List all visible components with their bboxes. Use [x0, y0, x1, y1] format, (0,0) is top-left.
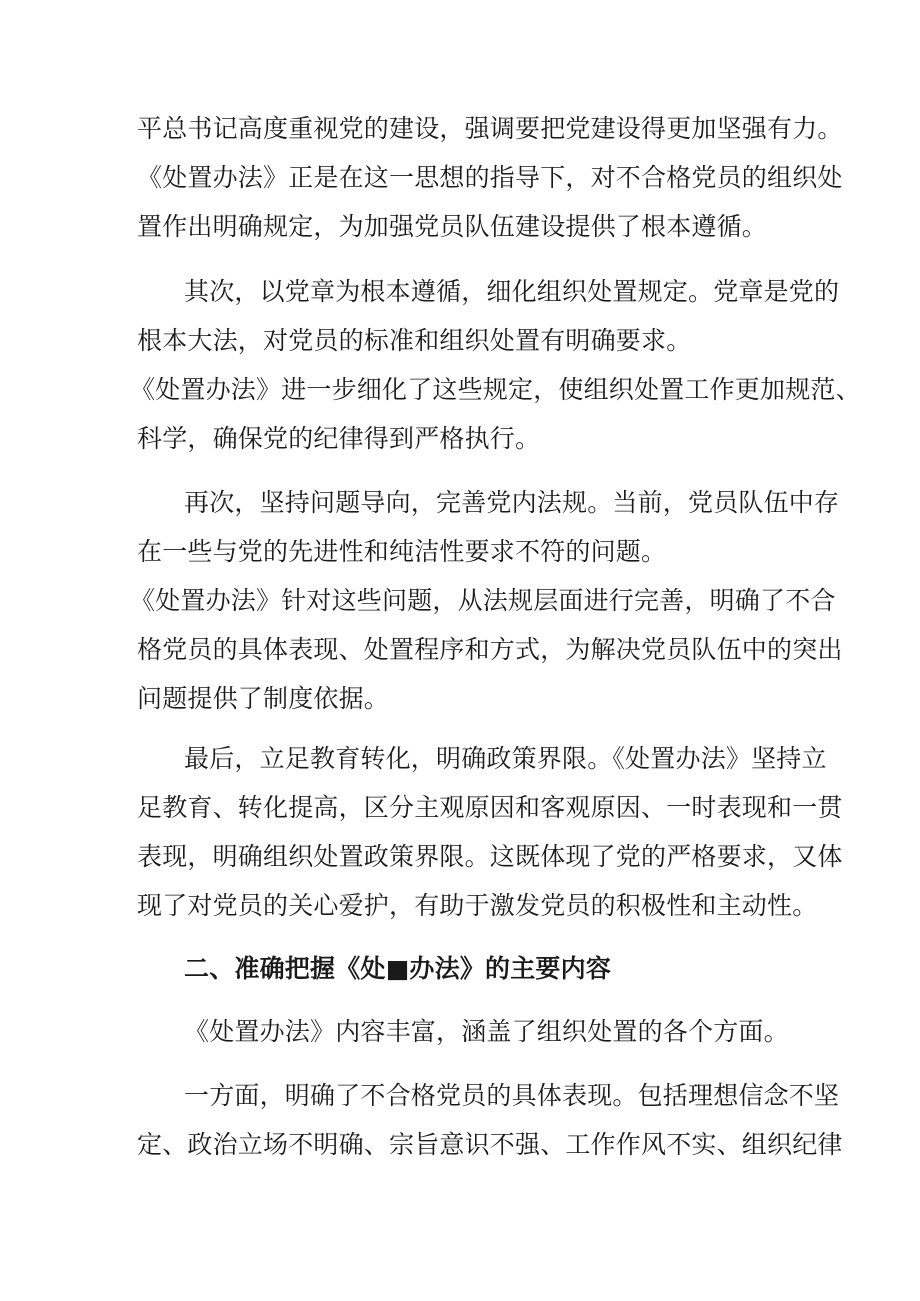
text-line: 问题提供了制度依据。 [137, 684, 390, 713]
paragraph-first-line: 再次，坚持问题导向，完善党内法规。当前，党员队伍中存 [184, 488, 840, 517]
text-line: 平总书记高度重视党的建设，强调要把党建设得更加坚强有力。 [137, 114, 843, 143]
text-line: 足教育、转化提高，区分主观原因和客观原因、一时表现和一贯 [137, 793, 843, 822]
text-line: 格党员的具体表现、处置程序和方式，为解决党员队伍中的突出 [137, 635, 843, 664]
text-line: 《处置办法》针对这些问题，从法规层面进行完善，明确了不合 [130, 586, 836, 615]
text-line: 《处置办法》进一步细化了这些规定，使组织处置工作更加规范、 [130, 375, 861, 404]
text-line: 在一些与党的先进性和纯洁性要求不符的问题。 [137, 537, 667, 566]
text-line: 表现，明确组织处置政策界限。这既体现了党的严格要求，又体 [137, 842, 843, 871]
text-line: 定、政治立场不明确、宗旨意识不强、工作作风不实、组织纪律 [137, 1130, 843, 1159]
text-line: 根本大法，对党员的标准和组织处置有明确要求。 [137, 326, 692, 355]
text-line: 《处置办法》正是在这一思想的指导下，对不合格党员的组织处 [137, 163, 843, 192]
paragraph-first-line: 《处置办法》内容丰富，涵盖了组织处置的各个方面。 [184, 1017, 789, 1046]
section-heading: 二、准确把握《处■办法》的主要内容 [184, 954, 612, 983]
paragraph-first-line: 一方面，明确了不合格党员的具体表现。包括理想信念不坚 [184, 1081, 840, 1110]
paragraph-first-line: 其次，以党章为根本遵循，细化组织处置规定。党章是党的 [184, 277, 840, 306]
text-line: 置作出明确规定，为加强党员队伍建设提供了根本遵循。 [137, 212, 768, 241]
paragraph-first-line: 最后，立足教育转化，明确政策界限。《处置办法》坚持立 [184, 744, 827, 773]
text-line: 现了对党员的关心爱护，有助于激发党员的积极性和主动性。 [137, 891, 818, 920]
text-line: 科学，确保党的纪律得到严格执行。 [137, 424, 541, 453]
